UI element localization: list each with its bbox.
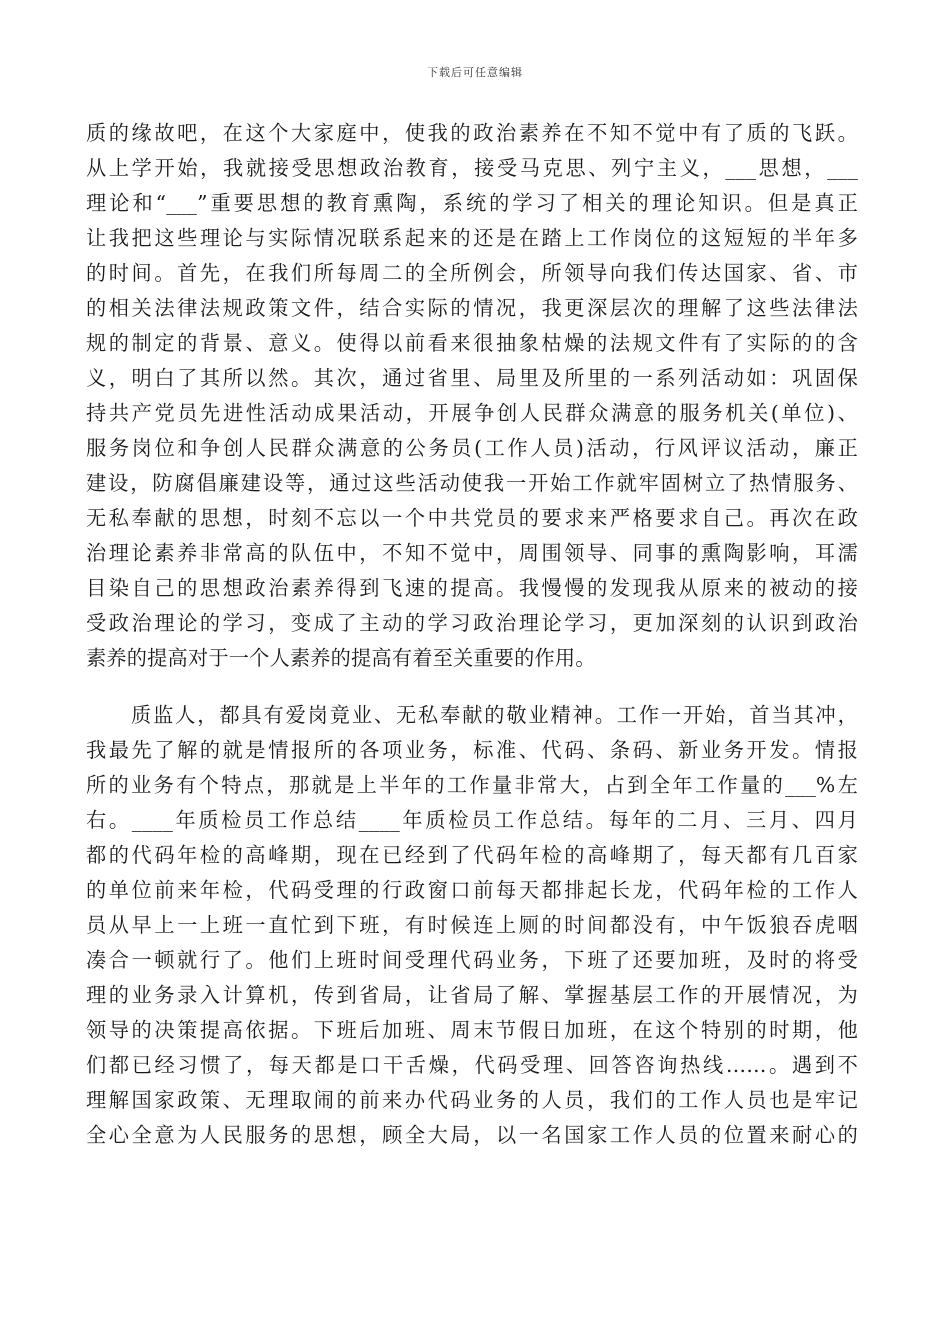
text-line: 都的代码年检的高峰期，现在已经到了代码年检的高峰期了，每天都有几百家 <box>86 843 858 867</box>
text-line: 持共产党员先进性活动成果活动，开展争创人民群众满意的服务机关(单位)、 <box>86 401 858 425</box>
text-line: 右。____年质检员工作总结____年质检员工作总结。每年的二月、三月、四月 <box>86 808 858 832</box>
text-line: 质监人，都具有爱岗竟业、无私奉献的敬业精神。工作一开始，首当其冲， <box>131 703 858 727</box>
text-line: 规的制定的背景、意义。使得以前看来很抽象枯燥的法规文件有了实际的的含 <box>86 331 858 355</box>
text-line: 质的缘故吧，在这个大家庭中，使我的政治素养在不知不觉中有了质的飞跃。 <box>86 121 858 145</box>
text-line: 建设，防腐倡廉建设等，通过这些活动使我一开始工作就牢固树立了热情服务、 <box>86 471 858 495</box>
text-line: 我最先了解的就是情报所的各项业务，标准、代码、条码、新业务开发。情报 <box>86 738 858 762</box>
text-line: 凑合一顿就行了。他们上班时间受理代码业务，下班了还要加班，及时的将受 <box>86 948 858 972</box>
page-header: 下载后可任意编辑 <box>427 66 523 79</box>
text-line: 让我把这些理论与实际情况联系起来的还是在踏上工作岗位的这短短的半年多 <box>86 226 858 250</box>
paragraph <box>86 698 858 1153</box>
text-line: 无私奉献的思想，时刻不忘以一个中共党员的要求来严格要求自己。再次在政 <box>86 506 858 530</box>
paragraph <box>86 116 858 676</box>
text-line: 理论和“___”重要思想的教育熏陶，系统的学习了相关的理论知识。但是真正 <box>86 191 858 215</box>
text-line: 受政治理论的学习，变成了主动的学习政治理论学习，更加深刻的认识到政治 <box>86 611 858 635</box>
text-line: 服务岗位和争创人民群众满意的公务员(工作人员)活动，行风评议活动，廉正 <box>86 436 858 460</box>
text-line: 理解国家政策、无理取闹的前来办代码业务的人员，我们的工作人员也是牢记 <box>86 1088 858 1112</box>
text-line: 的时间。首先，在我们所每周二的全所例会，所领导向我们传达国家、省、市 <box>86 261 858 285</box>
text-line: 义，明白了其所以然。其次，通过省里、局里及所里的一系列活动如：巩固保 <box>86 366 858 390</box>
text-line: 素养的提高对于一个人素养的提高有着至关重要的作用。 <box>86 646 596 670</box>
text-line: 治理论素养非常高的队伍中，不知不觉中，周围领导、同事的熏陶影响，耳濡 <box>86 541 858 565</box>
text-line: 目染自己的思想政治素养得到飞速的提高。我慢慢的发现我从原来的被动的接 <box>86 576 858 600</box>
text-line: 领导的决策提高依据。下班后加班、周末节假日加班，在这个特别的时期，他 <box>86 1018 858 1042</box>
text-line: 的单位前来年检，代码受理的行政窗口前每天都排起长龙，代码年检的工作人 <box>86 878 858 902</box>
text-line: 理的业务录入计算机，传到省局，让省局了解、掌握基层工作的开展情况，为 <box>86 983 858 1007</box>
text-line: 所的业务有个特点，那就是上半年的工作量非常大，占到全年工作量的___%左 <box>86 773 858 797</box>
text-line: 全心全意为人民服务的思想，顾全大局，以一名国家工作人员的位置来耐心的 <box>86 1123 858 1147</box>
text-line: 们都已经习惯了，每天都是口干舌燥，代码受理、回答咨询热线……。遇到不 <box>86 1053 858 1077</box>
text-line: 的相关法律法规政策文件，结合实际的情况，我更深层次的理解了这些法律法 <box>86 296 858 320</box>
text-line: 员从早上一上班一直忙到下班，有时候连上厕的时间都没有，中午饭狼吞虎咽 <box>86 913 858 937</box>
document-body <box>86 116 858 1153</box>
text-line: 从上学开始，我就接受思想政治教育，接受马克思、列宁主义，___思想，___ <box>86 156 858 180</box>
paragraph-gap <box>86 676 858 698</box>
